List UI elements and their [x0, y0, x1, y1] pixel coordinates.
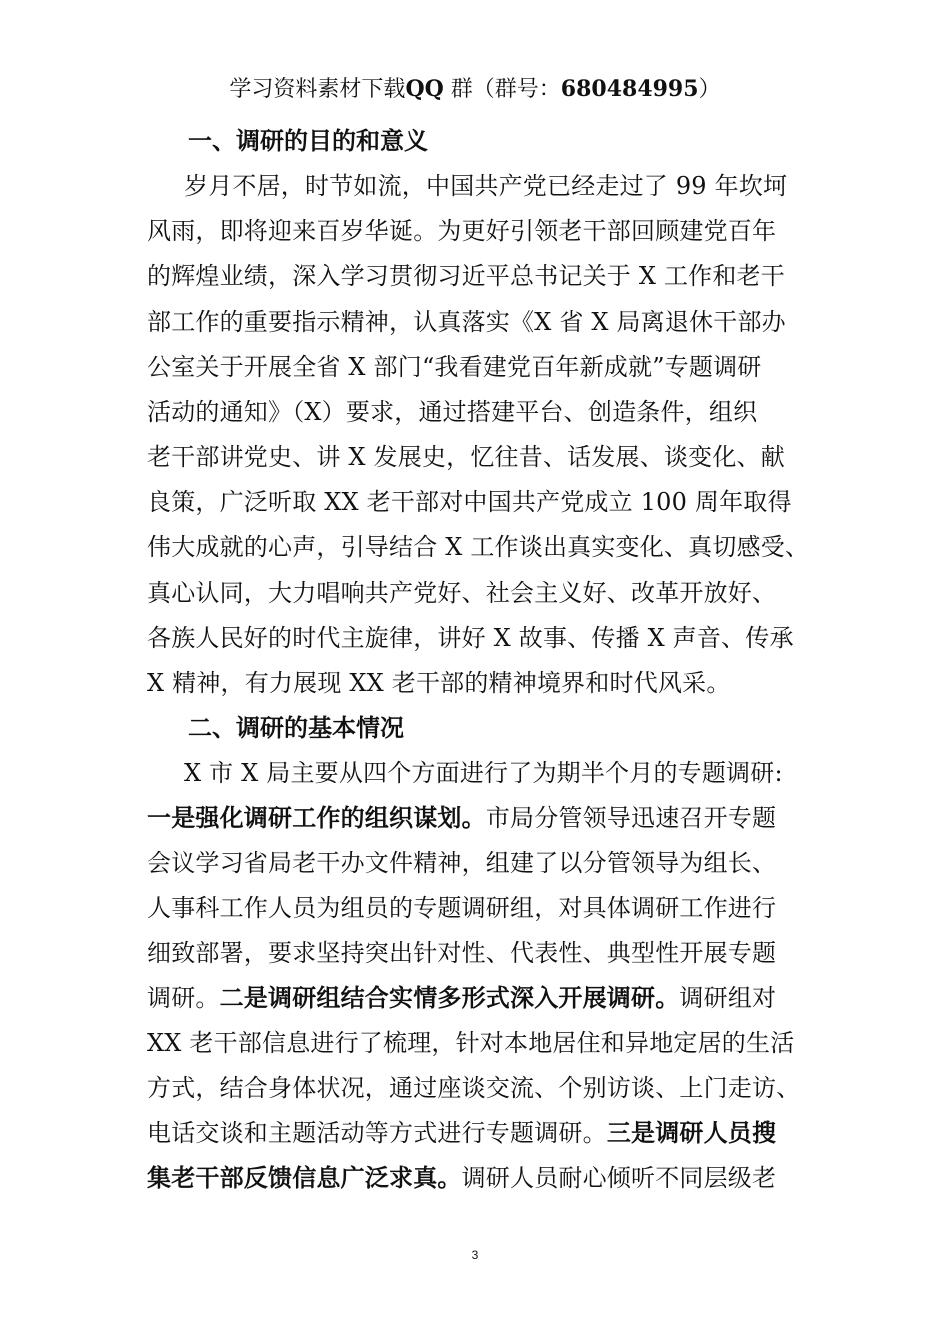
page-number: 3 — [471, 1248, 479, 1262]
paragraph-line: 老干部讲党史、讲 X 发展史，忆往昔、话发展、谈变化、献 — [147, 443, 785, 471]
paragraph-line: 方式，结合身体状况，通过座谈交流、个别访谈、上门走访、 — [147, 1074, 801, 1102]
header-close: ） — [698, 77, 721, 102]
header-prefix: 学习资料素材下载 — [229, 77, 406, 102]
paragraph-line: 会议学习省局老干办文件精神，组建了以分管领导为组长、 — [147, 849, 777, 877]
header-qq: QQ — [405, 76, 444, 102]
bold-point-1: 一是强化调研工作的组织谋划。 — [147, 804, 486, 832]
paragraph-line — [147, 798, 807, 838]
line-text: 调研组对 — [679, 984, 777, 1012]
line-text: 市局分管领导迅速召开专题 — [485, 804, 777, 832]
bold-point-3-end: 集老干部反馈信息广泛求真。 — [147, 1164, 462, 1192]
paragraph-line: 部工作的重要指示精神，认真落实《X 省 X 局离退休干部办 — [147, 308, 786, 336]
paragraph-line: 公室关于开展全省 X 部门“我看建党百年新成就”专题调研 — [147, 353, 762, 381]
header-group-text: 群（群号： — [450, 77, 561, 102]
line-text: 调研。 — [147, 984, 220, 1012]
paragraph-line: X 精神，有力展现 XX 老干部的精神境界和时代风采。 — [147, 669, 731, 697]
section-1-heading: 一、调研的目的和意义 — [188, 127, 428, 155]
paragraph-line: 伟大成就的心声，引导结合 X 工作谈出真实变化、真切感受、 — [147, 533, 810, 561]
bold-point-2: 二是调研组结合实情多形式深入开展调研。 — [219, 984, 680, 1012]
line-text: 调研人员耐心倾听不同层级老 — [461, 1164, 777, 1192]
paragraph-line — [147, 978, 807, 1018]
paragraph-line: 良策，广泛听取 XX 老干部对中国共产党成立 100 周年取得 — [147, 488, 792, 516]
section-2-heading: 二、调研的基本情况 — [188, 714, 404, 742]
paragraph-line — [147, 1158, 807, 1198]
paragraph-line: 风雨，即将迎来百岁华诞。为更好引领老干部回顾建党百年 — [147, 217, 777, 245]
line-text: 电话交谈和主题活动等方式进行专题调研。 — [147, 1119, 607, 1147]
paragraph-line — [147, 1113, 807, 1153]
paragraph-line: XX 老干部信息进行了梳理，针对本地居住和异地定居的生活 — [147, 1029, 795, 1057]
header-banner — [0, 70, 950, 109]
paragraph-line: 细致部署，要求坚持突出针对性、代表性、典型性开展专题 — [147, 939, 777, 967]
paragraph-line: X 市 X 局主要从四个方面进行了为期半个月的专题调研: — [184, 759, 783, 787]
paragraph-line: 活动的通知》（X）要求，通过搭建平台、创造条件，组织 — [147, 398, 758, 426]
paragraph-line: 人事科工作人员为组员的专题调研组，对具体调研工作进行 — [147, 894, 777, 922]
paragraph-line: 真心认同，大力唱响共产党好、社会主义好、改革开放好、 — [147, 579, 777, 607]
paragraph-line: 岁月不居，时节如流，中国共产党已经走过了 99 年坎坷 — [184, 172, 788, 200]
header-group-number: 680484995 — [560, 76, 699, 102]
paragraph-line: 各族人民好的时代主旋律，讲好 X 故事、传播 X 声音、传承 — [147, 624, 794, 652]
bold-point-3-start: 三是调研人员搜 — [606, 1119, 777, 1147]
paragraph-line: 的辉煌业绩，深入学习贯彻习近平总书记关于 X 工作和老干 — [147, 262, 785, 290]
